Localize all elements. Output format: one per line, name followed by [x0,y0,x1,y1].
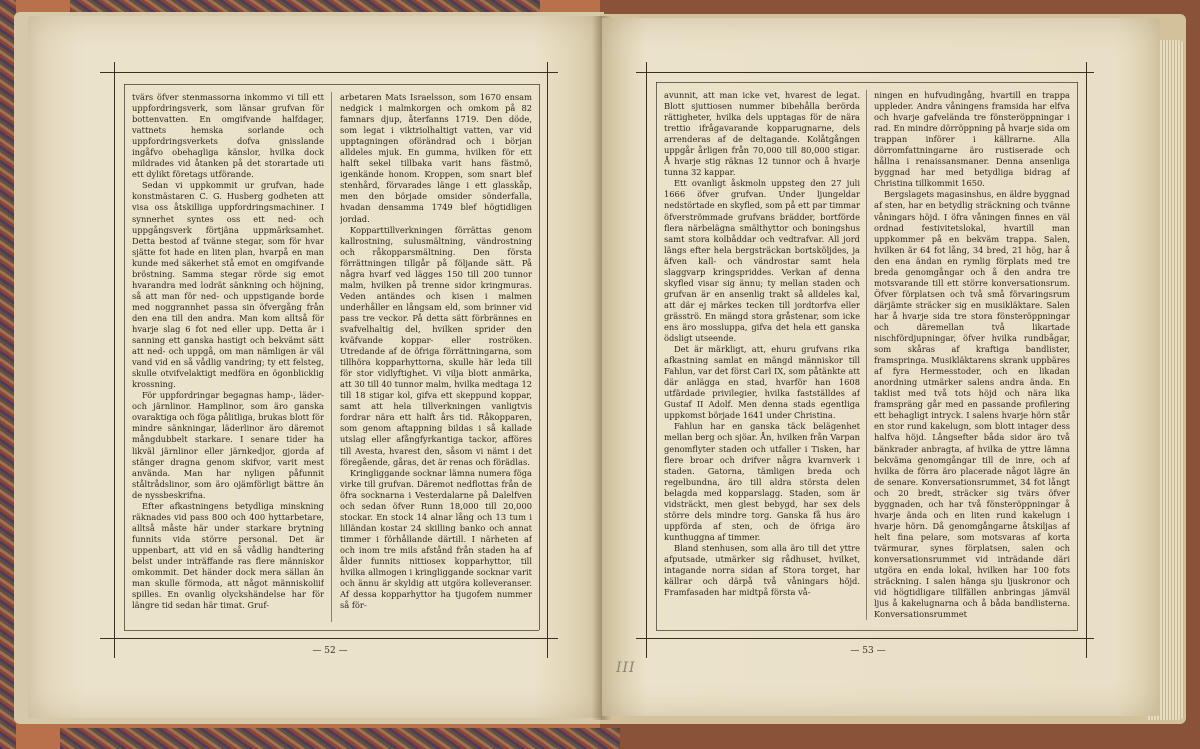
frame-line [656,630,1078,631]
paragraph: Det är märkligt, att, ehuru grufvans rika afkastning samlat en mängd människor till Fahlun, var det först Carl IX, som påtänkte att där anlägga en stad, hvarför han 1608 utfärdade privilegier, hvilka fastställdes af Gustaf II Adolf. Men denna stads egentliga uppkomst började 1641 under Christina. [664,344,860,421]
paragraph: Bland stenhusen, som alla äro till det yttre afputsade, utmärker sig rådhuset, hvilket, intagande norra sidan af Stora torget, har källrar och därpå två våningars höjd. Framfasaden har midtpå första vå- [664,542,860,598]
paragraph: Sedan vi uppkommit ur grufvan, hade konstmästaren C. G. Husberg godheten att visa oss åtskilliga uppfordringsmachiner. I synnerhet syntes oss ett ned- och uppgångsverk förtjäna uppmärksamhet. Detta bestod af tvänne stegar, som för hvar sjätte fot hade en liten plan, hvarpå en man kunde med säkerhet stå emot en omgifvande bröstning. Samma stegar rörde sig emot hvarandra med lodrät sänkning och höjning, så att man för ned- och uppstigande borde med noggrannhet passa sin öfvergång från den ena till den andra. Man kom alltså för hvarje slag 6 fot ned eller upp. Detta är i sanning ett ganska hastigt och bekvämt sätt att ned- och uppgå, om man nämligen är väl vand vid en så vådlig vandring; ty ett felsteg, skulle otvifvelaktigt medföra en ögonblicklig krossning. [132,180,324,390]
paragraph: Kopparttillverkningen förrättas genom kallrostning, sulusmältning, vändrostning och råkopparsmältning. Den första förrättningen tillgår på följande sätt. På några hvarf ved lägges 150 till 200 tunnor malm, hvilken på trenne sidor kringmuras. Veden antändes och kisen i malmen underhåller en långsam eld, som brinner vid pass tre veckor. På detta sätt förbrännes en svafvelhaltig del, hvilken sprider den kväfvande koppar- eller roströken. Utredande af de öfriga förrättningarna, som tillhöra kopparhyttorna, skulle här leda till för stor vidlyftighet. Vi vilja blott anmärka, att 30 till 40 tunnor malm, hvilka medtaga 12 till 18 stigar kol, gifva ett skeppund koppar, samt att hela tillverkningen vanligtvis fordrar nära ett halft års tid. Råkopparen, som genom aftappning bildas i så kallade utslag eller afångfyrkantiga tackor, afföres till Avesta, hvarest den, såsom vi nämt i det föregående, gåras, det är renas och förädlas. [340,224,532,467]
frame-line [114,62,115,658]
frame-line [100,638,558,639]
paragraph: avunnit, att man icke vet, hvarest de legat. Blott sjuttiosen nummer bibehålla berörda rättigheter, hvilka dels upptagas för de nära trettio ifrågavarande kopparugnarne, dels arrenderas af de deltagande. Kolåtgången uppgår årligen från 70,000 till 80,000 stigar. Å hvarje stig räknas 12 tunnor och å hvarje tunna 32 kappar. [664,90,860,178]
library-stamp: III [616,660,636,676]
frame-line [646,62,647,658]
page-number-left: — 52 — [312,646,348,656]
paragraph: Bergslagets magasinshus, en äldre byggnad af sten, har en betydlig sträckning och tvänne våningars höjd. I öfra våningen finnes en väl ordnad festivitetslokal, hvartill man uppkommer på en bekväm trappa. Salen, hvilken är 64 fot lång, 34 bred, 21 hög, har å den ena ändan en rymlig förplats med tre breda genomgångar och å den andra tre motsvarande till ett större konversationsrum. Öfver förplatsen och två små förvaringsrum därjämte sträcker sig en musikläktare. Salen har å hvarje sida tre stora fönsteröppningar och däremellan två likartade nischfördjupningar, öfver hvilka rundbågar, som skåras af kraftiga bandlister, framspringa. Musikläktarens skrank uppbäres af fyra Hermesstoder, och en likadan anordning utmärker salens andra ända. En taklist med två tots höjd och nära lika framspräng går med en passande profilering ett behagligt intryck. I salens hvarje hörn står en stor rund kakelugn, som blott intager dess halfva höjd. Långsefter båda sidor äro två bänkrader anbragta, af hvilka de yttre lämna bekväma genomgångar till de inre, och af hvilka de förra äro placerade något lägre än de senare. Konversationsrummet, 34 fot långt och 20 bredt, sträcker sig tvärs öfver byggnaden, och har två fönsteröppningar å hvarje ända och en liten rund kakelugn i hvarje hörn. Då genomgångarne åtskiljas af helt fina pelare, som motsvaras af korta tvärmurar, synes förplatsen, salen och konversationsrummet vid inträdande däri utgöra en enda lokal, hvilken har 100 fots sträckning. I salen hänga sju ljuskronor och vid högtidligare tillfällen anbringas jämväl ljus å kakelugnarna och å båda bandlisterna. Konversationsrummet [874,189,1070,620]
column-rule [331,92,332,622]
frame-line [636,72,1094,73]
right-page-column-1 [664,90,860,622]
frame-line [656,82,657,630]
paragraph: tvärs öfver stenmassorna inkommo vi till ett uppfordringsverk, som länsar grufvan för bottenvatten. En omgifvande halfdager, vattnets hemska sorlande och uppfordringsverkets dofva gnisslande ingåfvo obehagliga känslor, hvilka dock mildrades vid åtanken på det storartade uti ett dylikt företags utförande. [132,92,324,180]
frame-line [539,84,540,630]
paragraph: Kringliggande socknar lämna numera föga virke till grufvan. Däremot nedflottas från de öfra socknarna i Vesterdalarne på Dalelfven och sedan öfver Runn 18,000 till 20,000 stockar. En stock 14 alnar lång och 13 tum i lilländan kostar 24 skilling banko och annat timmer i förhållande därtill. I närheten af och inom tre mils afstånd från staden ha af ålder funnits nittiosex kopparhyttor, till hvilka allmogen i kringliggande socknar varit och ännu är skyldig att utgöra kolleveranser. Af dessa kopparhyttor ha tjugofem nummer så för- [340,467,532,611]
paragraph: Ett ovanligt åskmoln uppsteg den 27 juli 1666 öfver grufvan. Under ljungeldar nedstörtade en skyfled, som på ett par timmar öfverströmmade grufvans brädder, bortförde flera närbelägna smälthyttor och boningshus samt stora kolbåddar och vedtrafvar. All jord längs efter hela bergsträckan bortsköljdes, ja äfven kall- och vändrostar samt hela slaggvarp kringspriddes. Verkan af denna skyfled visar sig ännu; ty mellan staden och grufvan är en ansenlig trakt så alldeles kal, att där ej märkes tecken till jordtorfva eller gräsströ. En mängd stora gråstenar, som icke ens äro mossluppa, gifva det hela ett ganska ödsligt utseende. [664,178,860,344]
paragraph: För uppfordringar begagnas hamp-, läder- och järnlinor. Hamplinor, som äro ganska ovaraktiga och föga pålitliga, brukas blott för mindre sänkningar, läderlinor äro däremot mångdubbelt starkare. I senare tider ha likväl järnlinor eller järnkedjor, gjorda af stänger dragna genom skifvor, varit mest använda. Man har nyligen påfunnit ståltrådslinor, som äro ojämförligt bättre än de nyssbeskrifna. [132,390,324,500]
frame-line [547,62,548,658]
frame-line [100,72,558,73]
paragraph: Fahlun har en ganska täck belägenhet mellan berg och sjöar. Ån, hvilken från Varpan genomflyter staden och utfaller i Tisken, har flere broar och drifver några kvarnverk i staden. Gatorna, tämligen breda och regelbundna, äro till aldra största delen belagda med kopparslagg. Staden, som är vidsträckt, men glest bebygd, har sex dels större dels mindre torg. Ganska få hus äro uppförda af sten, och de öfriga äro kunthuggna af timmer. [664,421,860,542]
column-rule [866,90,867,620]
left-page-column-1 [132,92,324,624]
left-page-column-2 [340,92,532,624]
frame-line [656,82,1078,83]
frame-line [636,638,1094,639]
paragraph: arbetaren Mats Israelsson, som 1670 ensam nedgick i malmkorgen och omkom på 82 famnars djup, återfanns 1719. Den döde, som legat i viktriolhaltigt vatten, var vid upptagningen oförändrad och i början alldeles mjuk. En gumma, hvilken för ett halft sekel tillbaka varit hans fästmö, igenkände honom. Kroppen, som snart blef stenhård, förvarades länge i ett glasskåp, men den började omsider sönderfalla, hvadan densamma 1749 blef högtidligen jordad. [340,92,532,224]
frame-line [1077,82,1078,630]
marbled-edge-bottom [60,728,620,749]
frame-line [124,84,125,630]
right-page-column-2 [874,90,1070,622]
page-number-right: — 53 — [850,646,886,656]
paragraph: Efter afkastningens betydliga minskning räknades vid pass 800 och 400 hyttarbetare, alltså måste här under starkare brytning funnits vida större personal. Det är uppenbart, att vid en så vådlig handtering belst under inträffande ras flere människor omkommit. Det händer dock mera sällan än man skulle förmoda, att något människoliif spilles. En ovanlig olyckshändelse har för längre tid sedan här timat. Gruf- [132,500,324,611]
frame-line [1086,62,1087,658]
frame-line [124,84,539,85]
frame-line [124,630,539,631]
paragraph: ningen en hufvudingång, hvartill en trappa uppleder. Andra våningens framsida har elfva och hvarje gafvelända tre fönsteröppningar i rad. En mindre dörröppning på hvarje sida om trappan införer i källrarne. Alla dörromfattningarne äro rustiserade och hållna i renaissansmaner. Denna ansenliga byggnad har med betydliga bidrag af Christina tillkommit 1650. [874,90,1070,189]
